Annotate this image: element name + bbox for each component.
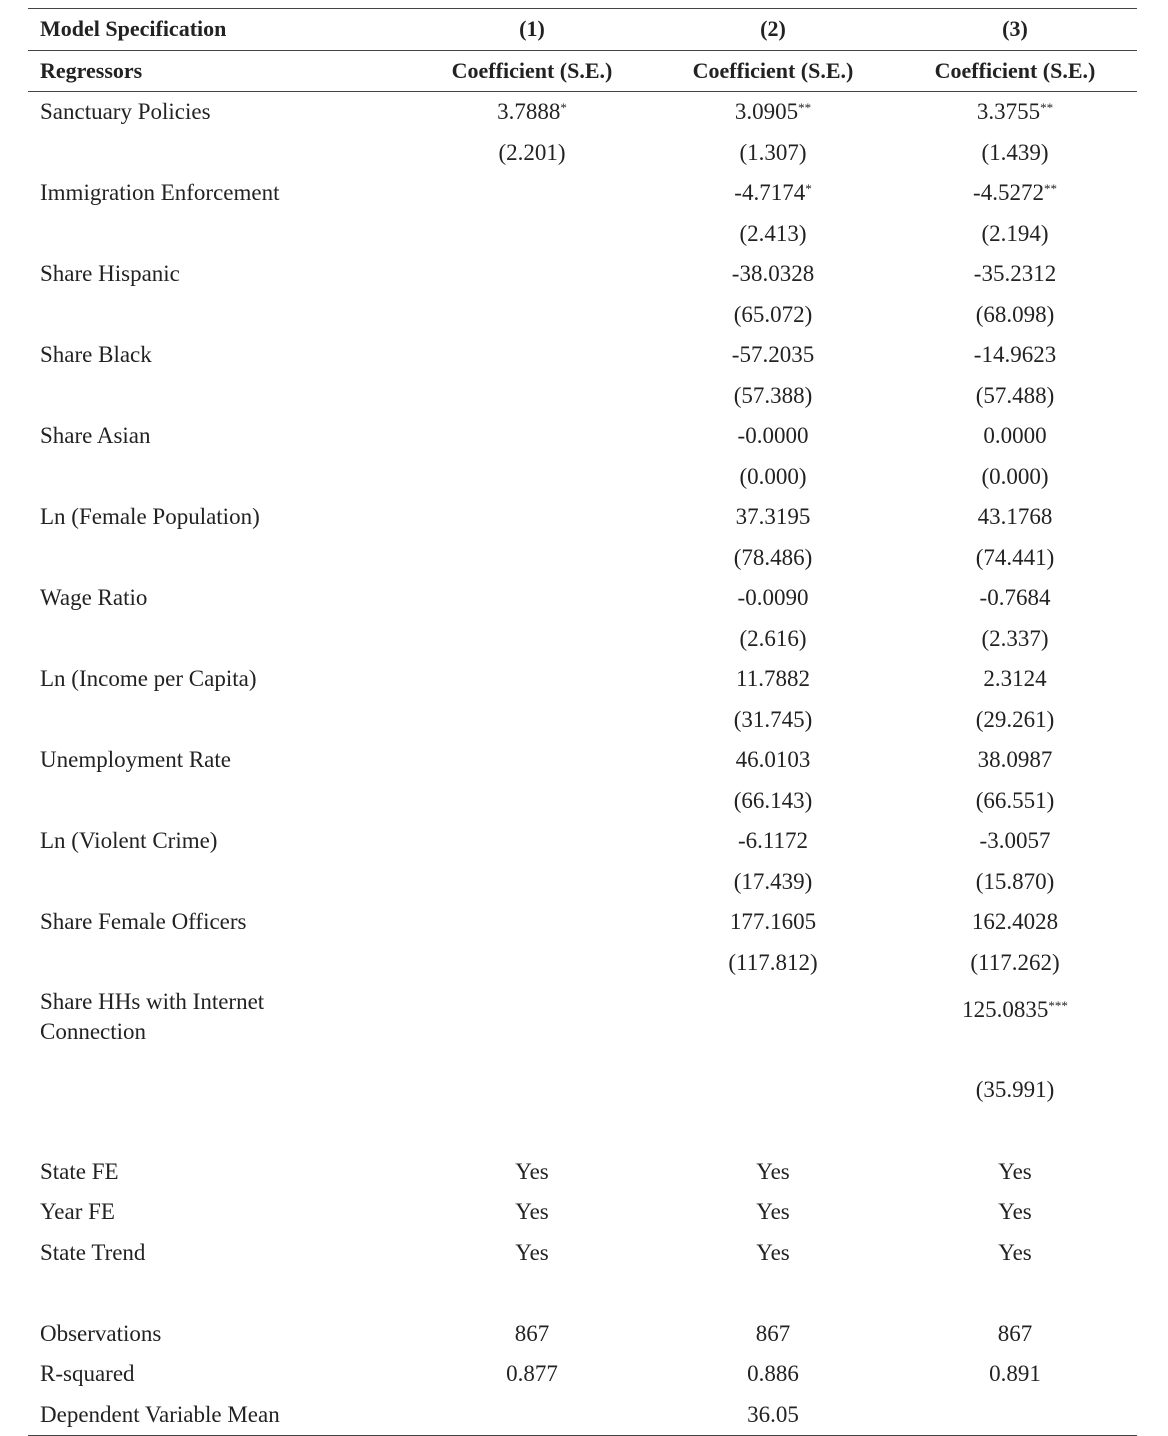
standard-error-cell: (68.098) [975, 301, 1055, 327]
coefficient-cell [644, 983, 902, 997]
table-row [28, 1233, 1137, 1274]
table-row [28, 133, 1137, 174]
coefficient-cell [902, 342, 1128, 368]
statistic-name: Observations [40, 1320, 162, 1346]
statistic-name: Dependent Variable Mean [40, 1401, 280, 1427]
regressor-name: Ln (Violent Crime) [40, 828, 218, 854]
statistic-cell: 0.877 [506, 1361, 558, 1387]
table-row [28, 416, 1137, 457]
statistics-rows [28, 1314, 1137, 1436]
coefficient-cell [902, 423, 1128, 449]
coefficient-cell [644, 828, 902, 854]
coef-header-3: Coefficient (S.E.) [934, 57, 1096, 83]
standard-error-cell: (0.000) [739, 463, 807, 489]
regressor-name: Wage Ratio [40, 585, 148, 611]
coefficient-cell [902, 99, 1128, 125]
coefficient-value: 162.4028 [971, 909, 1059, 935]
table-row [28, 1192, 1137, 1233]
coefficient-cell [644, 909, 902, 935]
coefficient-value: -3.0057 [979, 828, 1051, 854]
standard-error-cell: (117.812) [728, 949, 818, 975]
table-row [28, 214, 1137, 255]
standard-error-cell: (2.194) [981, 220, 1049, 246]
standard-error-cell: (78.486) [733, 544, 813, 570]
column-2-header: (2) [760, 16, 786, 42]
coefficient-cell [644, 261, 902, 287]
standard-error-cell: (1.307) [739, 139, 807, 165]
coefficient-cell [902, 261, 1128, 287]
regression-table [28, 8, 1137, 1436]
coefficient-value: -4.7174 [734, 180, 806, 206]
coefficient-value: -0.0090 [737, 585, 809, 611]
coefficient-value: -14.9623 [973, 342, 1057, 368]
regressor-name: Share HHs with Internet Connection [40, 989, 265, 1044]
coefficient-value: -0.0000 [737, 423, 809, 449]
coefficient-cell [644, 747, 902, 773]
significance-stars: * [560, 100, 567, 116]
table-row [28, 335, 1137, 376]
coefficient-value: 125.0835 [962, 997, 1049, 1022]
coefficient-cell [902, 747, 1128, 773]
table-row [28, 862, 1137, 903]
fixed-effect-cell: Yes [756, 1239, 790, 1265]
coefficient-value: -6.1172 [737, 828, 809, 854]
table-row [28, 578, 1137, 619]
statistic-name: R-squared [40, 1361, 135, 1387]
coefficient-value: -0.7684 [979, 585, 1051, 611]
table-row [28, 943, 1137, 984]
coefficient-value: 43.1768 [977, 504, 1053, 530]
spacer [28, 1111, 1137, 1152]
table-row [28, 619, 1137, 660]
regressor-name: Share Asian [40, 423, 151, 449]
table-row [28, 254, 1137, 295]
table-row [28, 1395, 1137, 1436]
coefficient-cell [644, 423, 902, 449]
table-row [28, 1314, 1137, 1355]
table-row [28, 376, 1137, 417]
table-row [28, 497, 1137, 538]
standard-error-cell: (31.745) [733, 706, 813, 732]
standard-error-cell: (29.261) [975, 706, 1055, 732]
regressor-name: Sanctuary Policies [40, 99, 211, 125]
coefficient-value: 177.1605 [729, 909, 817, 935]
statistic-cell: 0.886 [747, 1361, 799, 1387]
coefficient-value: 38.0987 [977, 747, 1053, 773]
statistic-cell: 0.891 [989, 1361, 1041, 1387]
coefficient-value: 3.3755 [976, 99, 1041, 125]
header-row-regressors [28, 51, 1137, 92]
coefficient-value: -4.5272 [973, 180, 1044, 206]
statistic-cell: 867 [997, 1320, 1033, 1346]
table-row [28, 1354, 1137, 1395]
table-row [28, 173, 1137, 214]
fixed-effect-cell: Yes [756, 1199, 790, 1225]
spacer [28, 1273, 1137, 1314]
fixed-effect-name: State FE [40, 1158, 119, 1184]
standard-error-cell: (2.337) [981, 625, 1049, 651]
table-row [28, 295, 1137, 336]
table-row [28, 781, 1137, 822]
table-row [28, 740, 1137, 781]
regressor-name: Ln (Female Population) [40, 504, 260, 530]
table-row [28, 983, 1137, 1069]
standard-error-cell: (117.262) [970, 949, 1060, 975]
coefficient-cell [644, 99, 902, 125]
significance-stars: *** [1048, 998, 1068, 1013]
table-row [28, 92, 1137, 133]
significance-stars: * [805, 181, 812, 197]
coefficient-value: 11.7882 [736, 666, 810, 692]
coefficient-cell [420, 983, 644, 997]
coefficient-cell [644, 504, 902, 530]
regressor-name: Ln (Income per Capita) [40, 666, 257, 692]
fixed-effect-cell: Yes [998, 1199, 1032, 1225]
table-row [28, 902, 1137, 943]
coefficient-cell [902, 666, 1128, 692]
table-row [28, 821, 1137, 862]
regressor-name: Share Female Officers [40, 909, 247, 935]
coefficient-value: 37.3195 [735, 504, 811, 530]
table-row [28, 538, 1137, 579]
coefficient-value: -38.0328 [731, 261, 815, 287]
statistic-cell: 867 [755, 1320, 791, 1346]
table-row [28, 457, 1137, 498]
coefficient-cell [644, 180, 902, 206]
standard-error-cell: (15.870) [975, 868, 1055, 894]
coef-header-1: Coefficient (S.E.) [451, 57, 613, 83]
coefficient-cell [644, 666, 902, 692]
fixed-effect-cell: Yes [515, 1239, 549, 1265]
standard-error-cell: (65.072) [733, 301, 813, 327]
regressor-name: Share Hispanic [40, 261, 180, 287]
coefficient-value: -35.2312 [973, 261, 1057, 287]
fixed-effect-name: State Trend [40, 1239, 146, 1265]
coefficient-cell [644, 342, 902, 368]
coefficient-cell [902, 504, 1128, 530]
coefficient-value: 0.0000 [983, 423, 1047, 449]
coefficient-value: 3.0905 [734, 99, 799, 125]
coefficient-value: 46.0103 [735, 747, 811, 773]
regressor-name: Immigration Enforcement [40, 180, 280, 206]
table-row [28, 659, 1137, 700]
table-row [28, 1069, 1137, 1111]
coefficient-value: -57.2035 [731, 342, 815, 368]
regressor-name: Share Black [40, 342, 152, 368]
table-row [28, 1152, 1137, 1193]
coefficient-cell [644, 585, 902, 611]
column-1-header: (1) [519, 16, 545, 42]
standard-error-cell: (66.143) [733, 787, 813, 813]
coefficient-value: 3.7888 [497, 99, 561, 125]
coefficient-cell [902, 909, 1128, 935]
standard-error-cell: (17.439) [733, 868, 813, 894]
table-row [28, 700, 1137, 741]
coef-header-2: Coefficient (S.E.) [692, 57, 854, 83]
regressor-name: Unemployment Rate [40, 747, 231, 773]
column-3-header: (3) [1002, 16, 1028, 42]
standard-error-cell: (35.991) [975, 1077, 1055, 1102]
standard-error-cell: (57.388) [733, 382, 813, 408]
model-spec-label: Model Specification [40, 16, 227, 42]
coefficient-cell [420, 99, 644, 125]
standard-error-cell: (2.616) [739, 625, 807, 651]
standard-error-cell: (1.439) [981, 139, 1049, 165]
header-row-model-spec [28, 9, 1137, 50]
regressors-label: Regressors [40, 57, 143, 83]
statistic-cell: 867 [514, 1320, 550, 1346]
fixed-effect-cell: Yes [756, 1158, 790, 1184]
standard-error-cell: (66.551) [975, 787, 1055, 813]
fixed-effect-name: Year FE [40, 1199, 115, 1225]
significance-stars: ** [1040, 100, 1054, 116]
fixed-effect-cell: Yes [515, 1158, 549, 1184]
coefficient-cell [902, 828, 1128, 854]
fixed-effects-rows [28, 1152, 1137, 1274]
standard-error-cell: (2.201) [498, 139, 566, 165]
regressor-rows [28, 92, 1137, 1111]
coefficient-cell [902, 180, 1128, 206]
fixed-effect-cell: Yes [998, 1239, 1032, 1265]
fixed-effect-cell: Yes [515, 1199, 549, 1225]
standard-error-cell: (74.441) [975, 544, 1055, 570]
coefficient-cell [902, 983, 1128, 1023]
coefficient-value: 2.3124 [983, 666, 1047, 692]
coefficient-cell [902, 585, 1128, 611]
standard-error-cell: (57.488) [975, 382, 1055, 408]
standard-error-cell: (0.000) [981, 463, 1049, 489]
standard-error-cell: (2.413) [739, 220, 807, 246]
significance-stars: ** [1043, 181, 1057, 197]
significance-stars: ** [798, 100, 812, 116]
fixed-effect-cell: Yes [998, 1158, 1032, 1184]
statistic-cell: 36.05 [747, 1401, 799, 1427]
